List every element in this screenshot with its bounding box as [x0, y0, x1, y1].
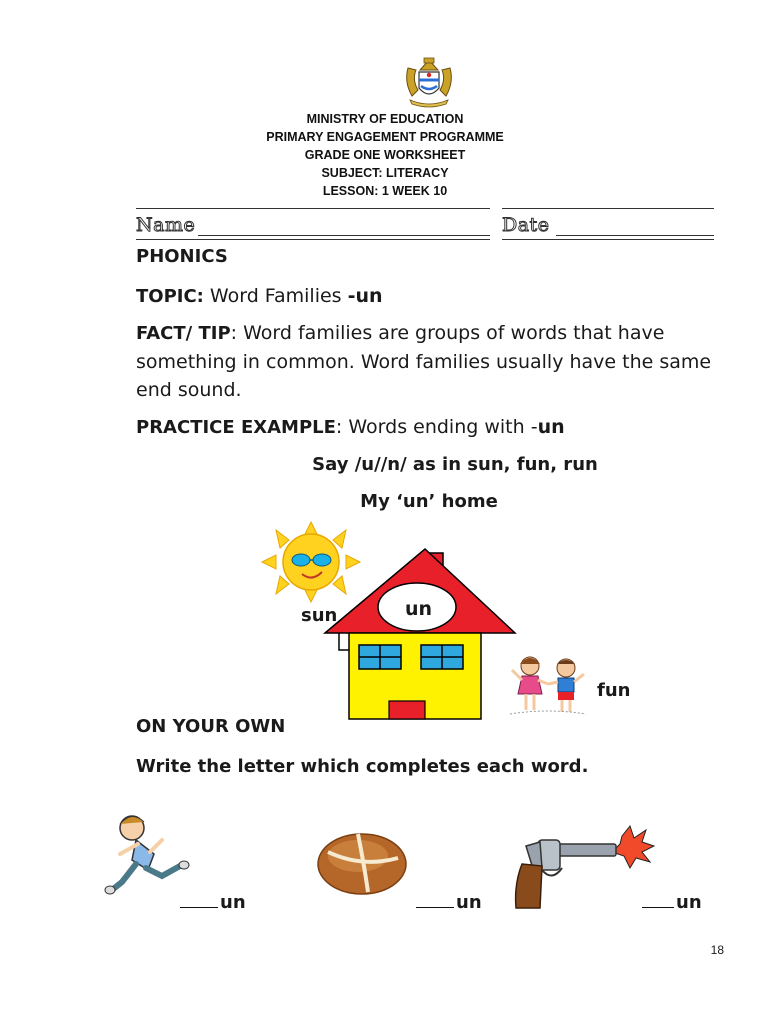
practice-label: PRACTICE EXAMPLE — [136, 417, 336, 438]
name-date-line — [136, 208, 714, 240]
blank-2[interactable] — [416, 891, 482, 913]
fact-line-3: end sound. — [136, 379, 242, 401]
practice-example — [136, 413, 565, 442]
header-ministry: MINISTRY OF EDUCATION — [306, 112, 464, 126]
fact-line-2: something in common. Word families usually have the same — [136, 351, 712, 373]
blank-1-ending: un — [220, 892, 246, 913]
fact-tip — [136, 319, 736, 404]
word-fun: fun — [597, 680, 631, 701]
header-programme: PRIMARY ENGAGEMENT PROGRAMME — [266, 130, 504, 144]
phonics-heading: PHONICS — [136, 246, 228, 267]
hot-cross-bun-icon — [314, 824, 410, 896]
say-line: Say /u//n/ as in sun, fun, run — [312, 454, 598, 475]
topic-line — [136, 282, 383, 311]
blank-2-ending: un — [456, 892, 482, 913]
blank-3-ending: un — [676, 892, 702, 913]
running-boy-icon — [102, 810, 190, 898]
name-label: Name — [136, 214, 196, 236]
topic-text: Word Families — [203, 285, 348, 307]
fact-line-1: : Word families are groups of words that have — [230, 322, 665, 344]
topic-label: TOPIC: — [136, 286, 204, 307]
house-illustration — [315, 545, 520, 720]
blank-3[interactable] — [642, 891, 702, 913]
header-subject: SUBJECT: LITERACY — [321, 166, 449, 180]
blank-3-line[interactable] — [642, 891, 674, 908]
practice-emphasis: un — [537, 416, 565, 438]
blank-1-line[interactable] — [180, 891, 218, 908]
page-number: 18 — [710, 943, 724, 957]
word-sun: sun — [301, 605, 338, 626]
worksheet-header — [0, 110, 770, 200]
header-lesson: LESSON: 1 WEEK 10 — [322, 184, 448, 198]
topic-emphasis: -un — [347, 285, 383, 307]
blank-1[interactable] — [180, 891, 246, 913]
home-title: My ‘un’ home — [360, 491, 498, 512]
on-your-own-instruction: Write the letter which completes each word. — [136, 756, 589, 777]
revolver-gun-icon — [512, 824, 658, 912]
children-playing-icon — [506, 652, 590, 718]
header-grade: GRADE ONE WORKSHEET — [304, 148, 466, 162]
house-label: un — [405, 598, 433, 620]
fact-label: FACT/ TIP — [136, 323, 231, 344]
blank-2-line[interactable] — [416, 891, 454, 908]
coat-of-arms-icon — [400, 56, 458, 108]
date-label: Date — [502, 214, 550, 236]
on-your-own-heading: ON YOUR OWN — [136, 716, 286, 737]
practice-text: : Words ending with - — [335, 416, 538, 438]
